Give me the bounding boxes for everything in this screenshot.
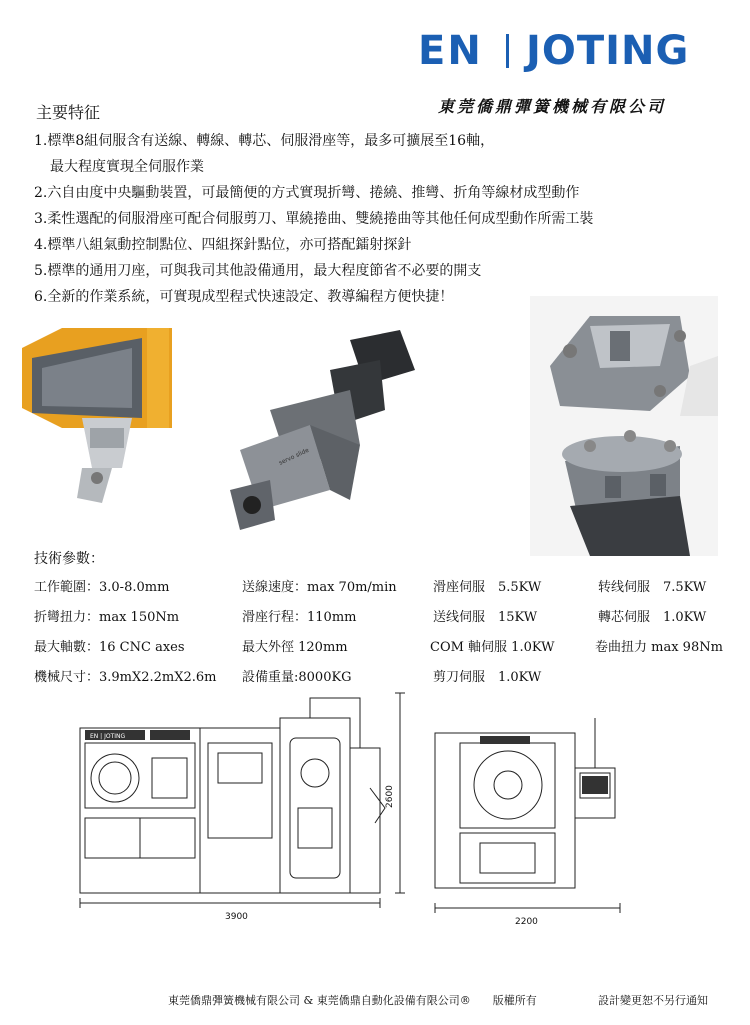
spec-com-servo: COM 軸伺服 1.0KW — [430, 640, 555, 655]
spec-core-servo: 轉芯伺服 1.0KW — [598, 610, 707, 625]
feature-item: 1.標準8組伺服含有送線、轉線、轉芯、伺服滑座等，最多可擴展至16軸， — [34, 133, 495, 149]
spec-feed-servo: 送线伺服 15KW — [433, 610, 538, 625]
photo-servo-slide — [22, 318, 192, 508]
spec-feed-speed: 送線速度：max 70m/min — [242, 580, 397, 595]
drawing-panel-label: EN | JOTING — [90, 733, 126, 740]
feature-item: 4.標準八組氣動控制點位、四組探針點位，亦可搭配鐳射探針 — [34, 237, 412, 253]
footer-copyright: 東莞僑鼎彈簧機械有限公司 & 東莞僑鼎自動化設備有限公司® 版權所有 — [168, 994, 537, 1007]
dim-height: 2600 — [385, 785, 395, 808]
logo-divider — [506, 34, 509, 68]
feature-item: 最大程度實現全伺服作業 — [50, 159, 204, 175]
spec-rotate-servo: 转线伺服 7.5KW — [598, 580, 707, 595]
spec-max-od: 最大外徑 120mm — [242, 640, 348, 655]
feature-item: 3.柔性選配的伺服滑座可配合伺服剪刀、單繞捲曲、雙繞捲曲等其他任何成型動作所需工裝 — [34, 211, 594, 227]
spec-title: 技術參數： — [34, 551, 104, 567]
brand-logo — [418, 30, 708, 74]
features-title: 主要特征 — [36, 103, 101, 122]
spec-slide-servo: 滑座伺服 5.5KW — [433, 580, 542, 595]
spec-slide-stroke: 滑座行程：110mm — [242, 610, 357, 625]
dim-side-width: 2200 — [515, 917, 538, 927]
spec-max-axes: 最大軸數：16 CNC axes — [34, 640, 185, 655]
photo-spindle-top — [530, 296, 718, 416]
machine-drawing — [40, 688, 720, 933]
spec-machine-size: 機械尺寸：3.9mX2.2mX2.6m — [34, 670, 217, 685]
feature-item: 5.標準的通用刀座，可與我司其他設備通用，最大程度節省不必要的開支 — [34, 263, 482, 279]
logo-joting: JOTING — [526, 28, 690, 74]
spec-bend-torque: 折彎扭力：max 150Nm — [34, 610, 180, 625]
photo-tool-holder — [200, 330, 430, 540]
spec-weight: 設備重量:8000KG — [242, 670, 352, 685]
feature-item: 2.六自由度中央驅動裝置，可最簡便的方式實現折彎、捲繞、推彎、折角等線材成型動作 — [34, 185, 580, 201]
spec-work-range: 工作範圍：3.0-8.0mm — [34, 580, 170, 595]
dim-front-width: 3900 — [225, 912, 248, 922]
spec-cutter-servo: 剪刀伺服 1.0KW — [433, 670, 542, 685]
photo-spindle-body — [530, 416, 718, 556]
features-list — [34, 128, 734, 310]
footer-note: 設計變更恕不另行通知 — [598, 994, 708, 1007]
logo-en: EN — [418, 28, 483, 74]
svg-text:servo slide: servo slide — [277, 446, 311, 467]
company-name: 東莞僑鼎彈簧機械有限公司 — [438, 97, 667, 116]
spec-curl-torque: 卷曲扭力 max 98Nm — [595, 640, 723, 655]
feature-item: 6.全新的作業系統，可實現成型程式快速設定、教導編程方便快捷！ — [34, 289, 454, 305]
